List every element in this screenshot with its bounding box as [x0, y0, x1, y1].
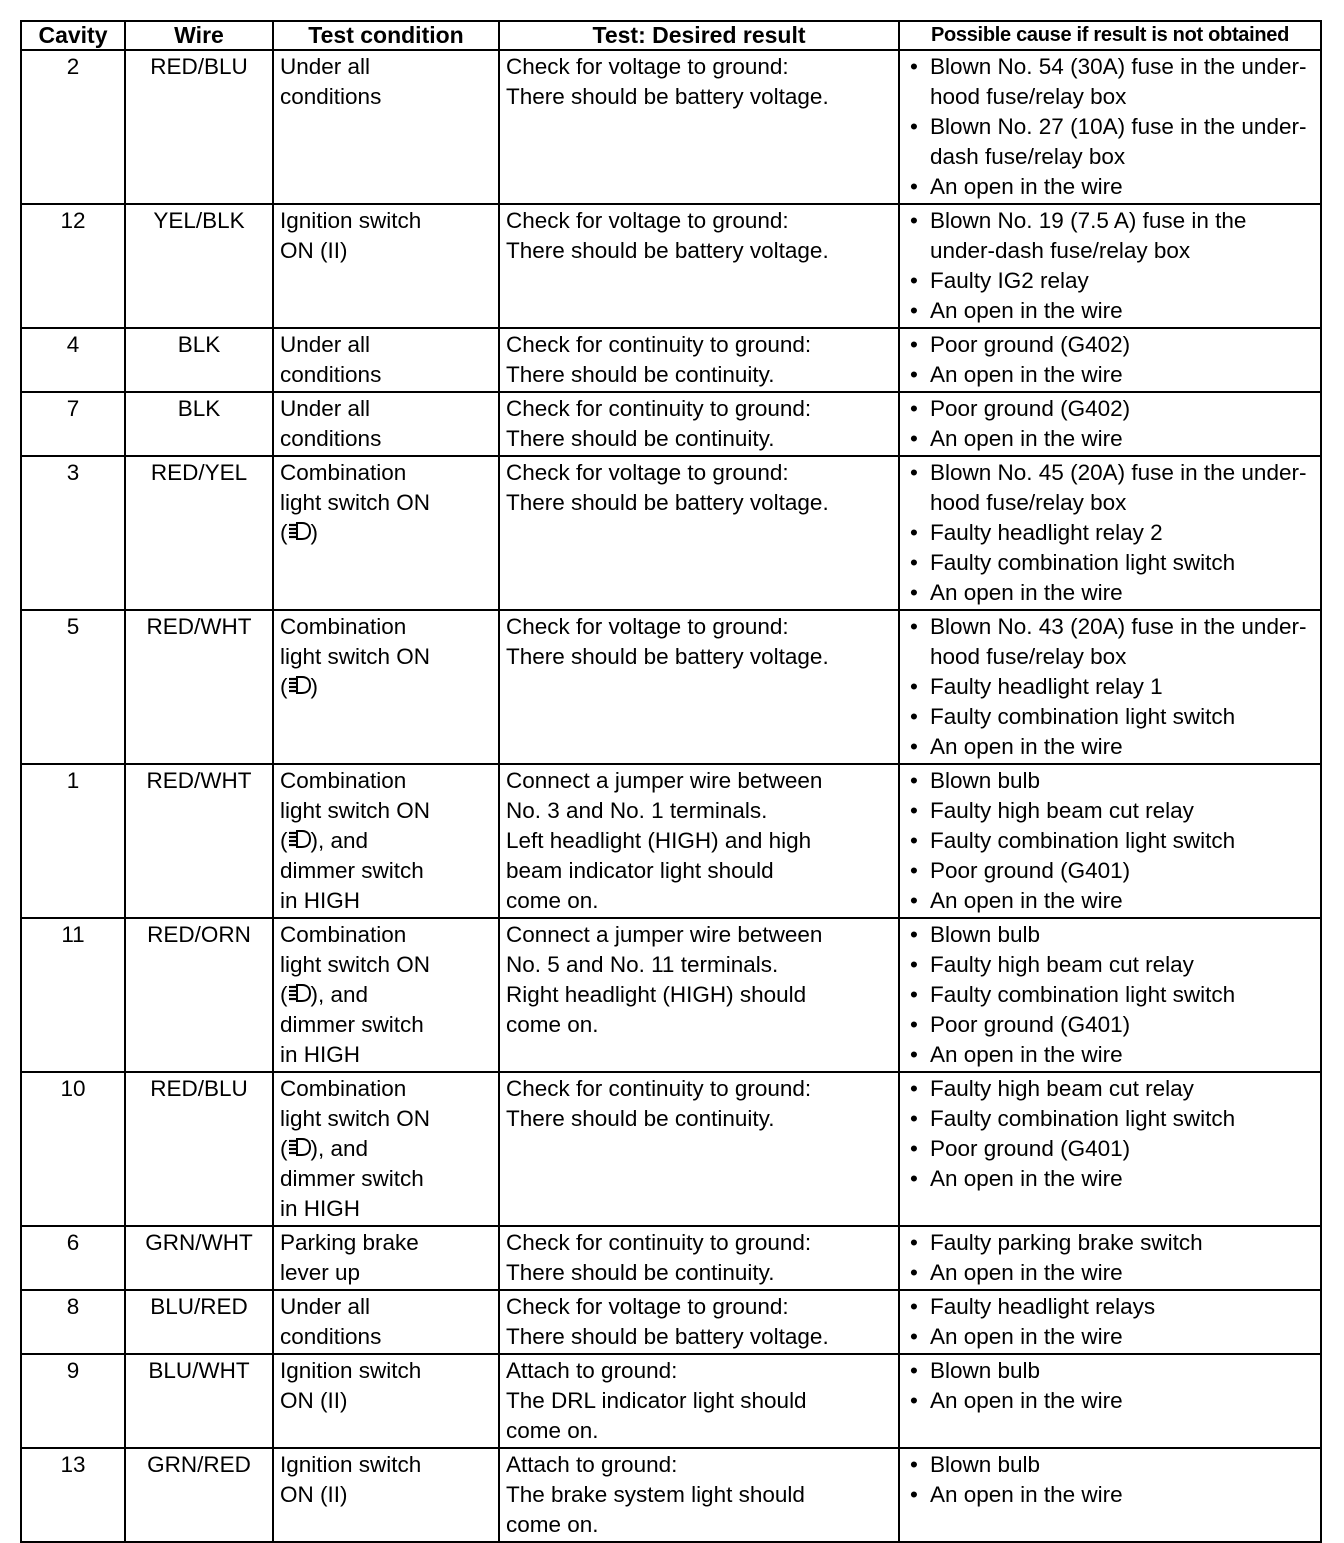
condition-line: Combination: [280, 614, 407, 639]
cause-text: Faulty combination light switch: [930, 550, 1236, 575]
wire-cell: BLU/RED: [125, 1290, 273, 1354]
cause-text: Poor ground (G402): [930, 332, 1131, 357]
possible-cause-cell: [899, 764, 1321, 918]
cavity-cell: 1: [21, 764, 125, 918]
cavity-cell: 8: [21, 1290, 125, 1354]
cause-text: Faulty parking brake switch: [930, 1230, 1203, 1255]
condition-text: (: [280, 674, 288, 699]
cause-text: Faulty headlight relay 2: [930, 520, 1163, 545]
possible-cause-cell: [899, 1354, 1321, 1448]
header-wire: Wire: [125, 21, 273, 50]
cause-text: An open in the wire: [930, 1482, 1123, 1507]
condition-line: Ignition switch: [280, 1452, 422, 1477]
cause-text: Poor ground (G401): [930, 1012, 1131, 1037]
condition-text: (: [280, 520, 288, 545]
headlight-high-beam-icon: [288, 675, 311, 697]
bullet-icon: •: [910, 1260, 918, 1285]
table-row: [21, 918, 1321, 1072]
cavity-cell: 7: [21, 392, 125, 456]
desired-result-cell: Attach to ground: The brake system light should come on.: [499, 1448, 899, 1542]
table-row: [21, 1290, 1321, 1354]
test-condition-cell: [273, 456, 499, 610]
cause-item: [906, 1134, 1314, 1164]
possible-cause-cell: [899, 610, 1321, 764]
condition-line: [280, 1134, 492, 1164]
bullet-icon: •: [910, 1136, 918, 1161]
cause-item: [906, 206, 1314, 266]
desired-result-cell: Check for continuity to ground: There should be continuity.: [499, 1226, 899, 1290]
bullet-icon: •: [910, 982, 918, 1007]
bullet-icon: •: [910, 1166, 918, 1191]
possible-cause-cell: [899, 1072, 1321, 1226]
condition-line: conditions: [280, 362, 382, 387]
test-condition-cell: [273, 50, 499, 204]
possible-cause-cell: [899, 392, 1321, 456]
cavity-cell: 3: [21, 456, 125, 610]
bullet-icon: •: [910, 460, 918, 485]
condition-line: Ignition switch: [280, 1358, 422, 1383]
possible-cause-cell: [899, 204, 1321, 328]
condition-line: in HIGH: [280, 1196, 361, 1221]
bullet-icon: •: [910, 674, 918, 699]
bullet-icon: •: [910, 1388, 918, 1413]
cause-item: [906, 1010, 1314, 1040]
table-row: [21, 764, 1321, 918]
condition-line: light switch ON: [280, 798, 431, 823]
bullet-icon: •: [910, 54, 918, 79]
test-table: [20, 20, 1322, 1543]
possible-cause-cell: [899, 50, 1321, 204]
wire-cell: RED/BLU: [125, 1072, 273, 1226]
desired-result-cell: Check for voltage to ground: There should be battery voltage.: [499, 1290, 899, 1354]
bullet-icon: •: [910, 1452, 918, 1477]
cause-item: [906, 1356, 1314, 1386]
cavity-cell: 2: [21, 50, 125, 204]
wire-cell: RED/WHT: [125, 764, 273, 918]
cause-text: Faulty headlight relays: [930, 1294, 1156, 1319]
test-condition-cell: [273, 204, 499, 328]
condition-line: in HIGH: [280, 888, 361, 913]
cause-item: [906, 672, 1314, 702]
condition-line: Combination: [280, 460, 407, 485]
bullet-icon: •: [910, 1294, 918, 1319]
cavity-cell: 12: [21, 204, 125, 328]
table-row: [21, 328, 1321, 392]
desired-result-cell: Connect a jumper wire between No. 3 and No. 1 terminals. Left headlight (HIGH) and high beam indicator light should come on.: [499, 764, 899, 918]
cause-text: Blown No. 27 (10A) fuse in the under-dash fuse/relay box: [930, 114, 1307, 169]
cavity-cell: 9: [21, 1354, 125, 1448]
possible-cause-cell: [899, 328, 1321, 392]
cavity-cell: 5: [21, 610, 125, 764]
bullet-icon: •: [910, 426, 918, 451]
possible-cause-cell: [899, 1290, 1321, 1354]
bullet-icon: •: [910, 952, 918, 977]
cavity-cell: 13: [21, 1448, 125, 1542]
headlight-high-beam-icon: [288, 983, 311, 1005]
test-condition-cell: [273, 1290, 499, 1354]
bullet-icon: •: [910, 922, 918, 947]
condition-line: lever up: [280, 1260, 361, 1285]
cause-text: Blown bulb: [930, 1358, 1041, 1383]
condition-line: Parking brake: [280, 1230, 419, 1255]
cause-text: An open in the wire: [930, 298, 1123, 323]
desired-result-cell: Check for voltage to ground: There should be battery voltage.: [499, 50, 899, 204]
condition-line: dimmer switch: [280, 1166, 424, 1191]
wire-cell: RED/YEL: [125, 456, 273, 610]
condition-line: Under all: [280, 332, 371, 357]
cause-text: Faulty IG2 relay: [930, 268, 1089, 293]
bullet-icon: •: [910, 1042, 918, 1067]
condition-line: dimmer switch: [280, 858, 424, 883]
condition-line: Combination: [280, 1076, 407, 1101]
test-condition-cell: [273, 1448, 499, 1542]
desired-result-cell: Connect a jumper wire between No. 5 and No. 11 terminals. Right headlight (HIGH) should come on.: [499, 918, 899, 1072]
cause-item: [906, 856, 1314, 886]
condition-line: light switch ON: [280, 644, 431, 669]
wire-cell: BLK: [125, 392, 273, 456]
headlight-high-beam-icon: [288, 521, 311, 543]
test-condition-cell: [273, 1072, 499, 1226]
possible-cause-cell: [899, 918, 1321, 1072]
table-row: [21, 456, 1321, 610]
desired-result-cell: Check for voltage to ground: There should be battery voltage.: [499, 610, 899, 764]
table-row: [21, 204, 1321, 328]
condition-line: light switch ON: [280, 1106, 431, 1131]
cause-text: An open in the wire: [930, 426, 1123, 451]
possible-cause-cell: [899, 1448, 1321, 1542]
bullet-icon: •: [910, 768, 918, 793]
cause-text: Faulty combination light switch: [930, 828, 1236, 853]
cause-text: Blown bulb: [930, 768, 1041, 793]
wire-cell: BLU/WHT: [125, 1354, 273, 1448]
bullet-icon: •: [910, 614, 918, 639]
header-possible-cause: Possible cause if result is not obtained: [899, 21, 1321, 50]
cavity-cell: 11: [21, 918, 125, 1072]
bullet-icon: •: [910, 1358, 918, 1383]
cause-item: [906, 394, 1314, 424]
wire-cell: YEL/BLK: [125, 204, 273, 328]
cause-item: [906, 950, 1314, 980]
bullet-icon: •: [910, 268, 918, 293]
condition-text: (: [280, 1136, 288, 1161]
bullet-icon: •: [910, 828, 918, 853]
cause-item: [906, 796, 1314, 826]
cause-item: [906, 980, 1314, 1010]
condition-line: Combination: [280, 922, 407, 947]
cause-text: An open in the wire: [930, 734, 1123, 759]
cause-text: Blown No. 54 (30A) fuse in the under-hood fuse/relay box: [930, 54, 1307, 109]
condition-line: light switch ON: [280, 952, 431, 977]
bullet-icon: •: [910, 1076, 918, 1101]
condition-text: ), and: [310, 1136, 369, 1161]
cause-item: [906, 112, 1314, 172]
bullet-icon: •: [910, 362, 918, 387]
headlight-high-beam-icon: [288, 829, 311, 851]
cause-text: Faulty high beam cut relay: [930, 798, 1194, 823]
cause-item: [906, 1040, 1314, 1070]
bullet-icon: •: [910, 858, 918, 883]
header-cavity: Cavity: [21, 21, 125, 50]
test-condition-cell: [273, 1226, 499, 1290]
bullet-icon: •: [910, 1012, 918, 1037]
table-row: [21, 1448, 1321, 1542]
table-row: [21, 50, 1321, 204]
wire-cell: GRN/WHT: [125, 1226, 273, 1290]
desired-result-cell: Check for voltage to ground: There should be battery voltage.: [499, 456, 899, 610]
condition-line: conditions: [280, 84, 382, 109]
desired-result-cell: Check for voltage to ground: There should be battery voltage.: [499, 204, 899, 328]
condition-line: Under all: [280, 1294, 371, 1319]
condition-text: (: [280, 828, 288, 853]
table-row: [21, 1072, 1321, 1226]
wire-cell: RED/WHT: [125, 610, 273, 764]
desired-result-cell: Check for continuity to ground: There should be continuity.: [499, 1072, 899, 1226]
test-condition-cell: [273, 328, 499, 392]
cause-item: [906, 296, 1314, 326]
condition-line: [280, 826, 492, 856]
bullet-icon: •: [910, 332, 918, 357]
cause-text: Blown No. 43 (20A) fuse in the under-hood fuse/relay box: [930, 614, 1307, 669]
bullet-icon: •: [910, 520, 918, 545]
cause-item: [906, 886, 1314, 916]
test-condition-cell: [273, 764, 499, 918]
cause-item: [906, 548, 1314, 578]
table-row: [21, 392, 1321, 456]
bullet-icon: •: [910, 1482, 918, 1507]
table-row: [21, 610, 1321, 764]
test-condition-cell: [273, 610, 499, 764]
bullet-icon: •: [910, 1106, 918, 1131]
cause-item: [906, 1322, 1314, 1352]
cavity-cell: 10: [21, 1072, 125, 1226]
condition-line: ON (II): [280, 1388, 348, 1413]
cause-item: [906, 578, 1314, 608]
cause-item: [906, 424, 1314, 454]
cause-text: An open in the wire: [930, 1042, 1123, 1067]
bullet-icon: •: [910, 798, 918, 823]
possible-cause-cell: [899, 1226, 1321, 1290]
test-condition-cell: [273, 392, 499, 456]
condition-text: ), and: [310, 982, 369, 1007]
cause-text: An open in the wire: [930, 1324, 1123, 1349]
cause-item: [906, 1258, 1314, 1288]
headlight-high-beam-icon: [288, 1137, 311, 1159]
cause-item: [906, 1386, 1314, 1416]
condition-line: light switch ON: [280, 490, 431, 515]
wire-cell: GRN/RED: [125, 1448, 273, 1542]
cause-text: Faulty high beam cut relay: [930, 1076, 1194, 1101]
cause-item: [906, 458, 1314, 518]
possible-cause-cell: [899, 456, 1321, 610]
cause-text: An open in the wire: [930, 580, 1123, 605]
cause-item: [906, 1450, 1314, 1480]
table-row: [21, 1226, 1321, 1290]
cause-text: Faulty combination light switch: [930, 982, 1236, 1007]
test-condition-cell: [273, 918, 499, 1072]
cause-item: [906, 1228, 1314, 1258]
cause-text: An open in the wire: [930, 362, 1123, 387]
bullet-icon: •: [910, 208, 918, 233]
desired-result-cell: Check for continuity to ground: There should be continuity.: [499, 392, 899, 456]
desired-result-cell: Check for continuity to ground: There should be continuity.: [499, 328, 899, 392]
condition-line: [280, 672, 492, 702]
bullet-icon: •: [910, 580, 918, 605]
cause-text: An open in the wire: [930, 1388, 1123, 1413]
bullet-icon: •: [910, 114, 918, 139]
cause-item: [906, 702, 1314, 732]
cause-item: [906, 732, 1314, 762]
condition-line: conditions: [280, 1324, 382, 1349]
cause-item: [906, 1074, 1314, 1104]
cause-item: [906, 766, 1314, 796]
cause-item: [906, 920, 1314, 950]
cause-item: [906, 1164, 1314, 1194]
cause-text: Poor ground (G402): [930, 396, 1131, 421]
bullet-icon: •: [910, 734, 918, 759]
cause-text: Blown bulb: [930, 922, 1041, 947]
cause-text: Blown No. 19 (7.5 A) fuse in the under-dash fuse/relay box: [930, 208, 1247, 263]
condition-text: ), and: [310, 828, 369, 853]
cause-item: [906, 1292, 1314, 1322]
condition-text: ): [310, 520, 318, 545]
desired-result-cell: Attach to ground: The DRL indicator light should come on.: [499, 1354, 899, 1448]
bullet-icon: •: [910, 1324, 918, 1349]
condition-line: [280, 980, 492, 1010]
condition-line: Combination: [280, 768, 407, 793]
condition-line: ON (II): [280, 238, 348, 263]
header-test-condition: Test condition: [273, 21, 499, 50]
wire-cell: RED/BLU: [125, 50, 273, 204]
bullet-icon: •: [910, 550, 918, 575]
condition-line: in HIGH: [280, 1042, 361, 1067]
condition-line: Under all: [280, 54, 371, 79]
cause-text: Poor ground (G401): [930, 858, 1131, 883]
cause-item: [906, 518, 1314, 548]
cause-item: [906, 52, 1314, 112]
cause-item: [906, 172, 1314, 202]
bullet-icon: •: [910, 704, 918, 729]
cavity-cell: 6: [21, 1226, 125, 1290]
wire-cell: RED/ORN: [125, 918, 273, 1072]
bullet-icon: •: [910, 888, 918, 913]
cavity-cell: 4: [21, 328, 125, 392]
condition-text: ): [310, 674, 318, 699]
test-condition-cell: [273, 1354, 499, 1448]
cause-text: An open in the wire: [930, 1260, 1123, 1285]
cause-item: [906, 826, 1314, 856]
condition-line: ON (II): [280, 1482, 348, 1507]
cause-text: Faulty combination light switch: [930, 1106, 1236, 1131]
cause-item: [906, 1104, 1314, 1134]
cause-text: An open in the wire: [930, 174, 1123, 199]
cause-text: Faulty headlight relay 1: [930, 674, 1163, 699]
cause-text: Faulty high beam cut relay: [930, 952, 1194, 977]
condition-text: (: [280, 982, 288, 1007]
bullet-icon: •: [910, 1230, 918, 1255]
cause-item: [906, 330, 1314, 360]
table-row: [21, 1354, 1321, 1448]
bullet-icon: •: [910, 298, 918, 323]
condition-line: Ignition switch: [280, 208, 422, 233]
condition-line: conditions: [280, 426, 382, 451]
wire-cell: BLK: [125, 328, 273, 392]
cause-text: Blown No. 45 (20A) fuse in the under-hood fuse/relay box: [930, 460, 1307, 515]
bullet-icon: •: [910, 396, 918, 421]
table-body: [21, 50, 1321, 1542]
condition-line: [280, 518, 492, 548]
cause-text: Faulty combination light switch: [930, 704, 1236, 729]
bullet-icon: •: [910, 174, 918, 199]
cause-item: [906, 612, 1314, 672]
cause-item: [906, 360, 1314, 390]
condition-line: dimmer switch: [280, 1012, 424, 1037]
condition-line: Under all: [280, 396, 371, 421]
cause-item: [906, 266, 1314, 296]
header-row: [21, 21, 1321, 50]
cause-text: An open in the wire: [930, 1166, 1123, 1191]
cause-text: Blown bulb: [930, 1452, 1041, 1477]
header-desired-result: Test: Desired result: [499, 21, 899, 50]
cause-text: An open in the wire: [930, 888, 1123, 913]
cause-text: Poor ground (G401): [930, 1136, 1131, 1161]
